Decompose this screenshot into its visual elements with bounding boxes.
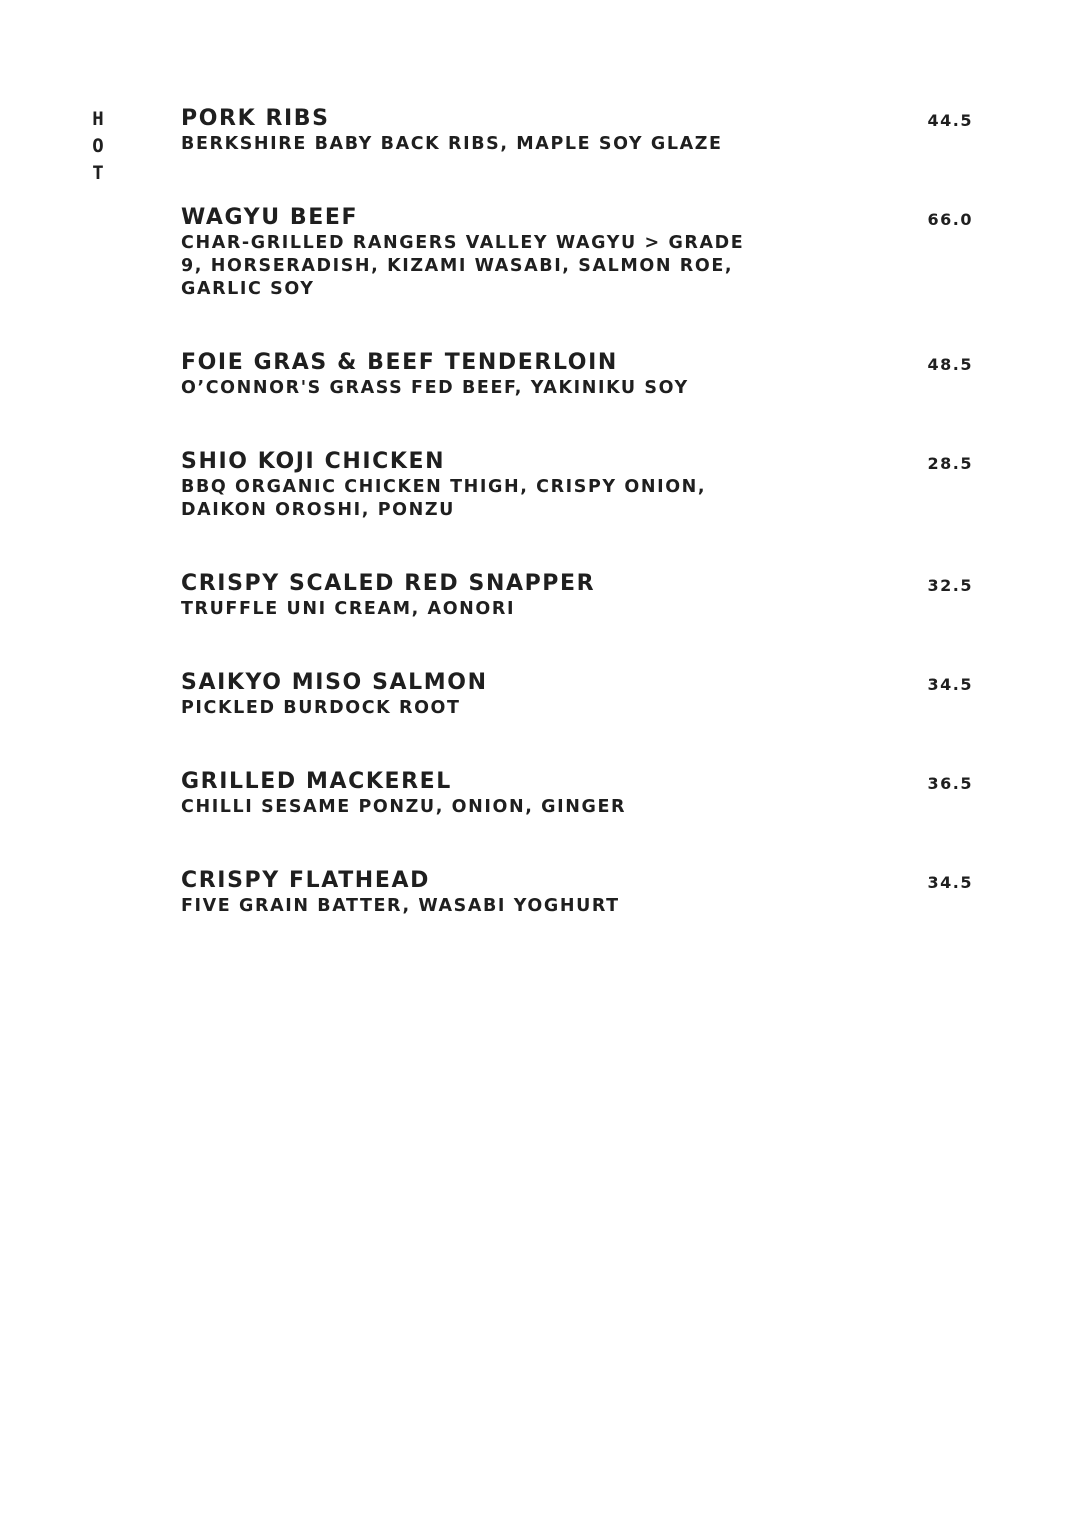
item-price: 34.5 — [927, 675, 973, 694]
menu-item-crispy-scaled-red-snapper — [181, 570, 981, 621]
item-name: WAGYU BEEF — [181, 205, 359, 230]
section-letter: T — [92, 162, 104, 184]
menu-item-saikyo-miso-salmon — [181, 669, 981, 720]
item-price: 32.5 — [927, 576, 973, 595]
item-description: CHAR-GRILLED RANGERS VALLEY WAGYU > GRADE 9, HORSERADISH, KIZAMI WASABI, SALMON ROE, GARLIC SOY — [181, 233, 745, 299]
menu-item-grilled-mackerel — [181, 768, 981, 819]
menu-item-wagyu-beef — [181, 204, 981, 301]
item-description: PICKLED BURDOCK ROOT — [181, 698, 461, 718]
section-letter: H — [92, 108, 104, 130]
item-description: O’CONNOR'S GRASS FED BEEF, YAKINIKU SOY — [181, 378, 689, 398]
item-description: TRUFFLE UNI CREAM, AONORI — [181, 599, 516, 619]
menu-item-foie-gras-beef-tenderloin — [181, 349, 981, 400]
section-letter: O — [92, 135, 104, 157]
item-price: 66.0 — [927, 210, 973, 229]
item-price: 34.5 — [927, 873, 973, 892]
item-price: 48.5 — [927, 355, 973, 374]
item-description: CHILLI SESAME PONZU, ONION, GINGER — [181, 797, 627, 817]
item-name: SAIKYO MISO SALMON — [181, 670, 488, 695]
item-name: FOIE GRAS & BEEF TENDERLOIN — [181, 350, 618, 375]
menu-item-crispy-flathead — [181, 867, 981, 918]
item-name: PORK RIBS — [181, 106, 330, 131]
item-name: CRISPY FLATHEAD — [181, 868, 430, 893]
item-price: 36.5 — [927, 774, 973, 793]
item-name: GRILLED MACKEREL — [181, 769, 452, 794]
item-price: 28.5 — [927, 454, 973, 473]
item-name: CRISPY SCALED RED SNAPPER — [181, 571, 596, 596]
menu-item-pork-ribs — [181, 105, 981, 156]
menu-list — [181, 105, 981, 966]
section-label-hot — [88, 106, 108, 187]
item-name: SHIO KOJI CHICKEN — [181, 449, 446, 474]
item-description: BERKSHIRE BABY BACK RIBS, MAPLE SOY GLAZE — [181, 134, 723, 154]
menu-item-shio-koji-chicken — [181, 448, 981, 522]
item-description: BBQ ORGANIC CHICKEN THIGH, CRISPY ONION, DAIKON OROSHI, PONZU — [181, 477, 707, 520]
item-price: 44.5 — [927, 111, 973, 130]
item-description: FIVE GRAIN BATTER, WASABI YOGHURT — [181, 896, 620, 916]
